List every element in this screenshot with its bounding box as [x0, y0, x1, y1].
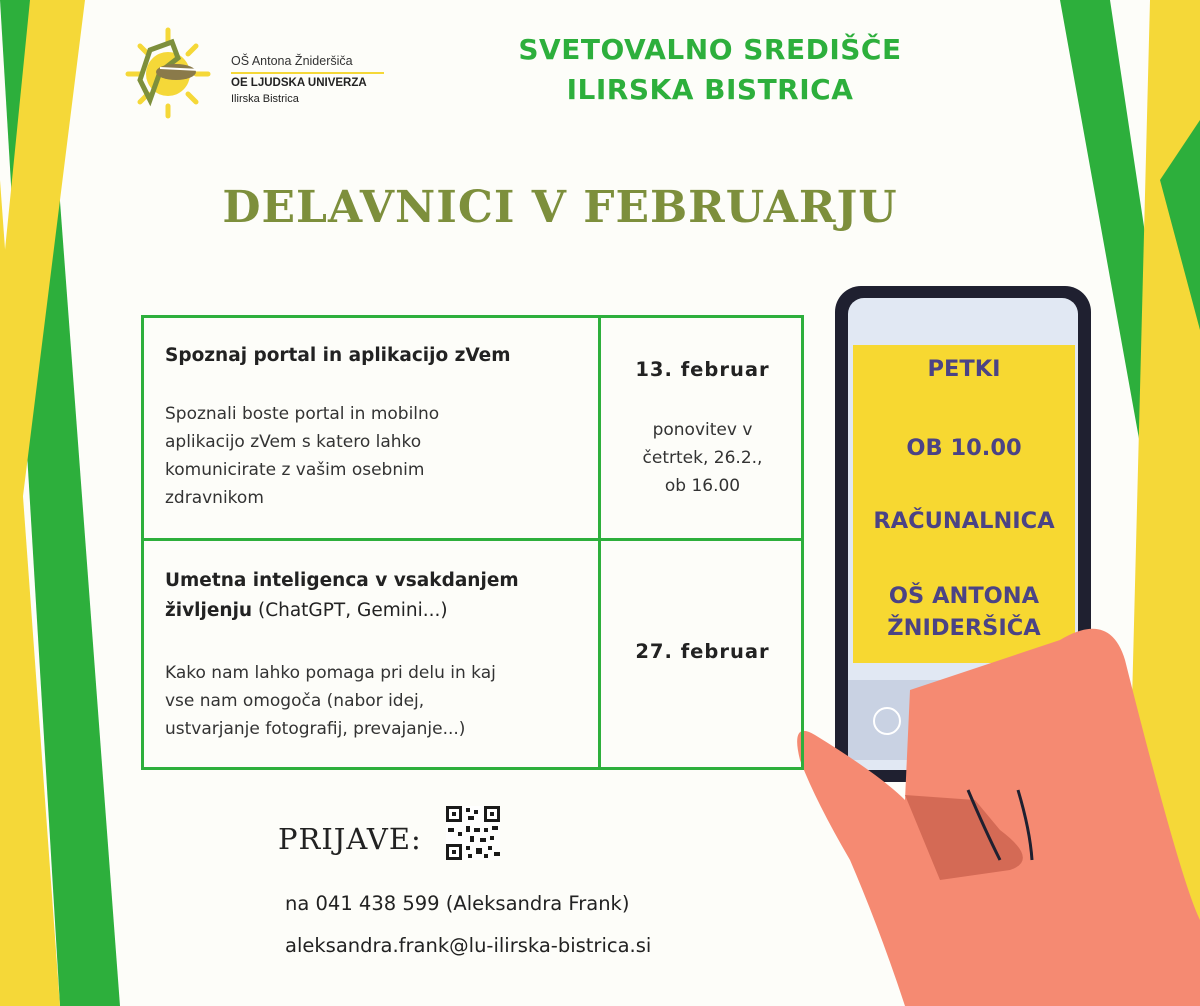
- table-divider-vertical: [598, 315, 601, 770]
- workshop-1-description: [165, 400, 439, 512]
- workshop-2-description: [165, 659, 496, 743]
- logo-town: Ilirska Bistrica: [231, 93, 299, 105]
- signup-email[interactable]: aleksandra.frank@lu-ilirska-bistrica.si: [285, 934, 652, 957]
- phone-text-school-line-2: ŽNIDERŠIČA: [887, 615, 1041, 641]
- workshop-1-repeat-line: ob 16.00: [664, 476, 741, 496]
- workshop-1-date: 13. februar: [635, 358, 770, 381]
- workshop-1-title: Spoznaj portal in aplikacijo zVem: [165, 345, 511, 366]
- phone-text-room: RAČUNALNICA: [873, 508, 1055, 534]
- workshop-2-title-rest: (ChatGPT, Gemini...): [252, 600, 448, 621]
- logo-divider: [231, 72, 384, 74]
- table-divider-horizontal: [141, 538, 804, 541]
- header-line-2: ILIRSKA BISTRICA: [566, 73, 854, 106]
- workshop-2-title: [165, 566, 519, 626]
- header-title: [430, 30, 990, 110]
- workshop-2-title-bold: življenju: [165, 600, 253, 621]
- workshop-2-date: 27. februar: [635, 640, 770, 663]
- phone-text-school: [853, 580, 1075, 644]
- workshop-2-title-line-1: Umetna inteligenca v vsakdanjem: [165, 570, 519, 591]
- phone-text-school-line-1: OŠ ANTONA: [888, 583, 1040, 609]
- signup-label: PRIJAVE:: [278, 822, 422, 856]
- workshop-2-desc-line: vse nam omogoča (nabor idej,: [165, 691, 425, 711]
- workshop-1-desc-line: komunicirate z vašim osebnim: [165, 460, 425, 480]
- header-line-1: SVETOVALNO SREDIŠČE: [518, 33, 902, 66]
- workshop-1-desc-line: zdravnikom: [165, 488, 264, 508]
- logo-school-name: OŠ Antona Žnideršiča: [231, 54, 353, 68]
- workshop-2-desc-line: ustvarjanje fotografij, prevajanje...): [165, 719, 466, 739]
- logo-sun-icon: [128, 30, 208, 116]
- workshop-1-repeat-line: četrtek, 26.2.,: [642, 448, 763, 468]
- workshop-1-repeat-line: ponovitev v: [652, 420, 753, 440]
- workshop-1-repeat: [601, 416, 804, 500]
- phone-text-fridays: PETKI: [927, 356, 1001, 382]
- page-title: DELAVNICI V FEBRUARJU: [222, 182, 898, 233]
- logo-unit-name: OE LJUDSKA UNIVERZA: [231, 77, 367, 89]
- qr-code-icon: [446, 806, 500, 860]
- phone-text-time: OB 10.00: [906, 435, 1022, 461]
- workshop-1-desc-line: aplikacijo zVem s katero lahko: [165, 432, 422, 452]
- signup-phone: na 041 438 599 (Aleksandra Frank): [285, 892, 630, 915]
- workshop-2-title-line-2: [165, 596, 519, 626]
- workshop-1-desc-line: Spoznali boste portal in mobilno: [165, 404, 440, 424]
- workshop-2-desc-line: Kako nam lahko pomaga pri delu in kaj: [165, 663, 496, 683]
